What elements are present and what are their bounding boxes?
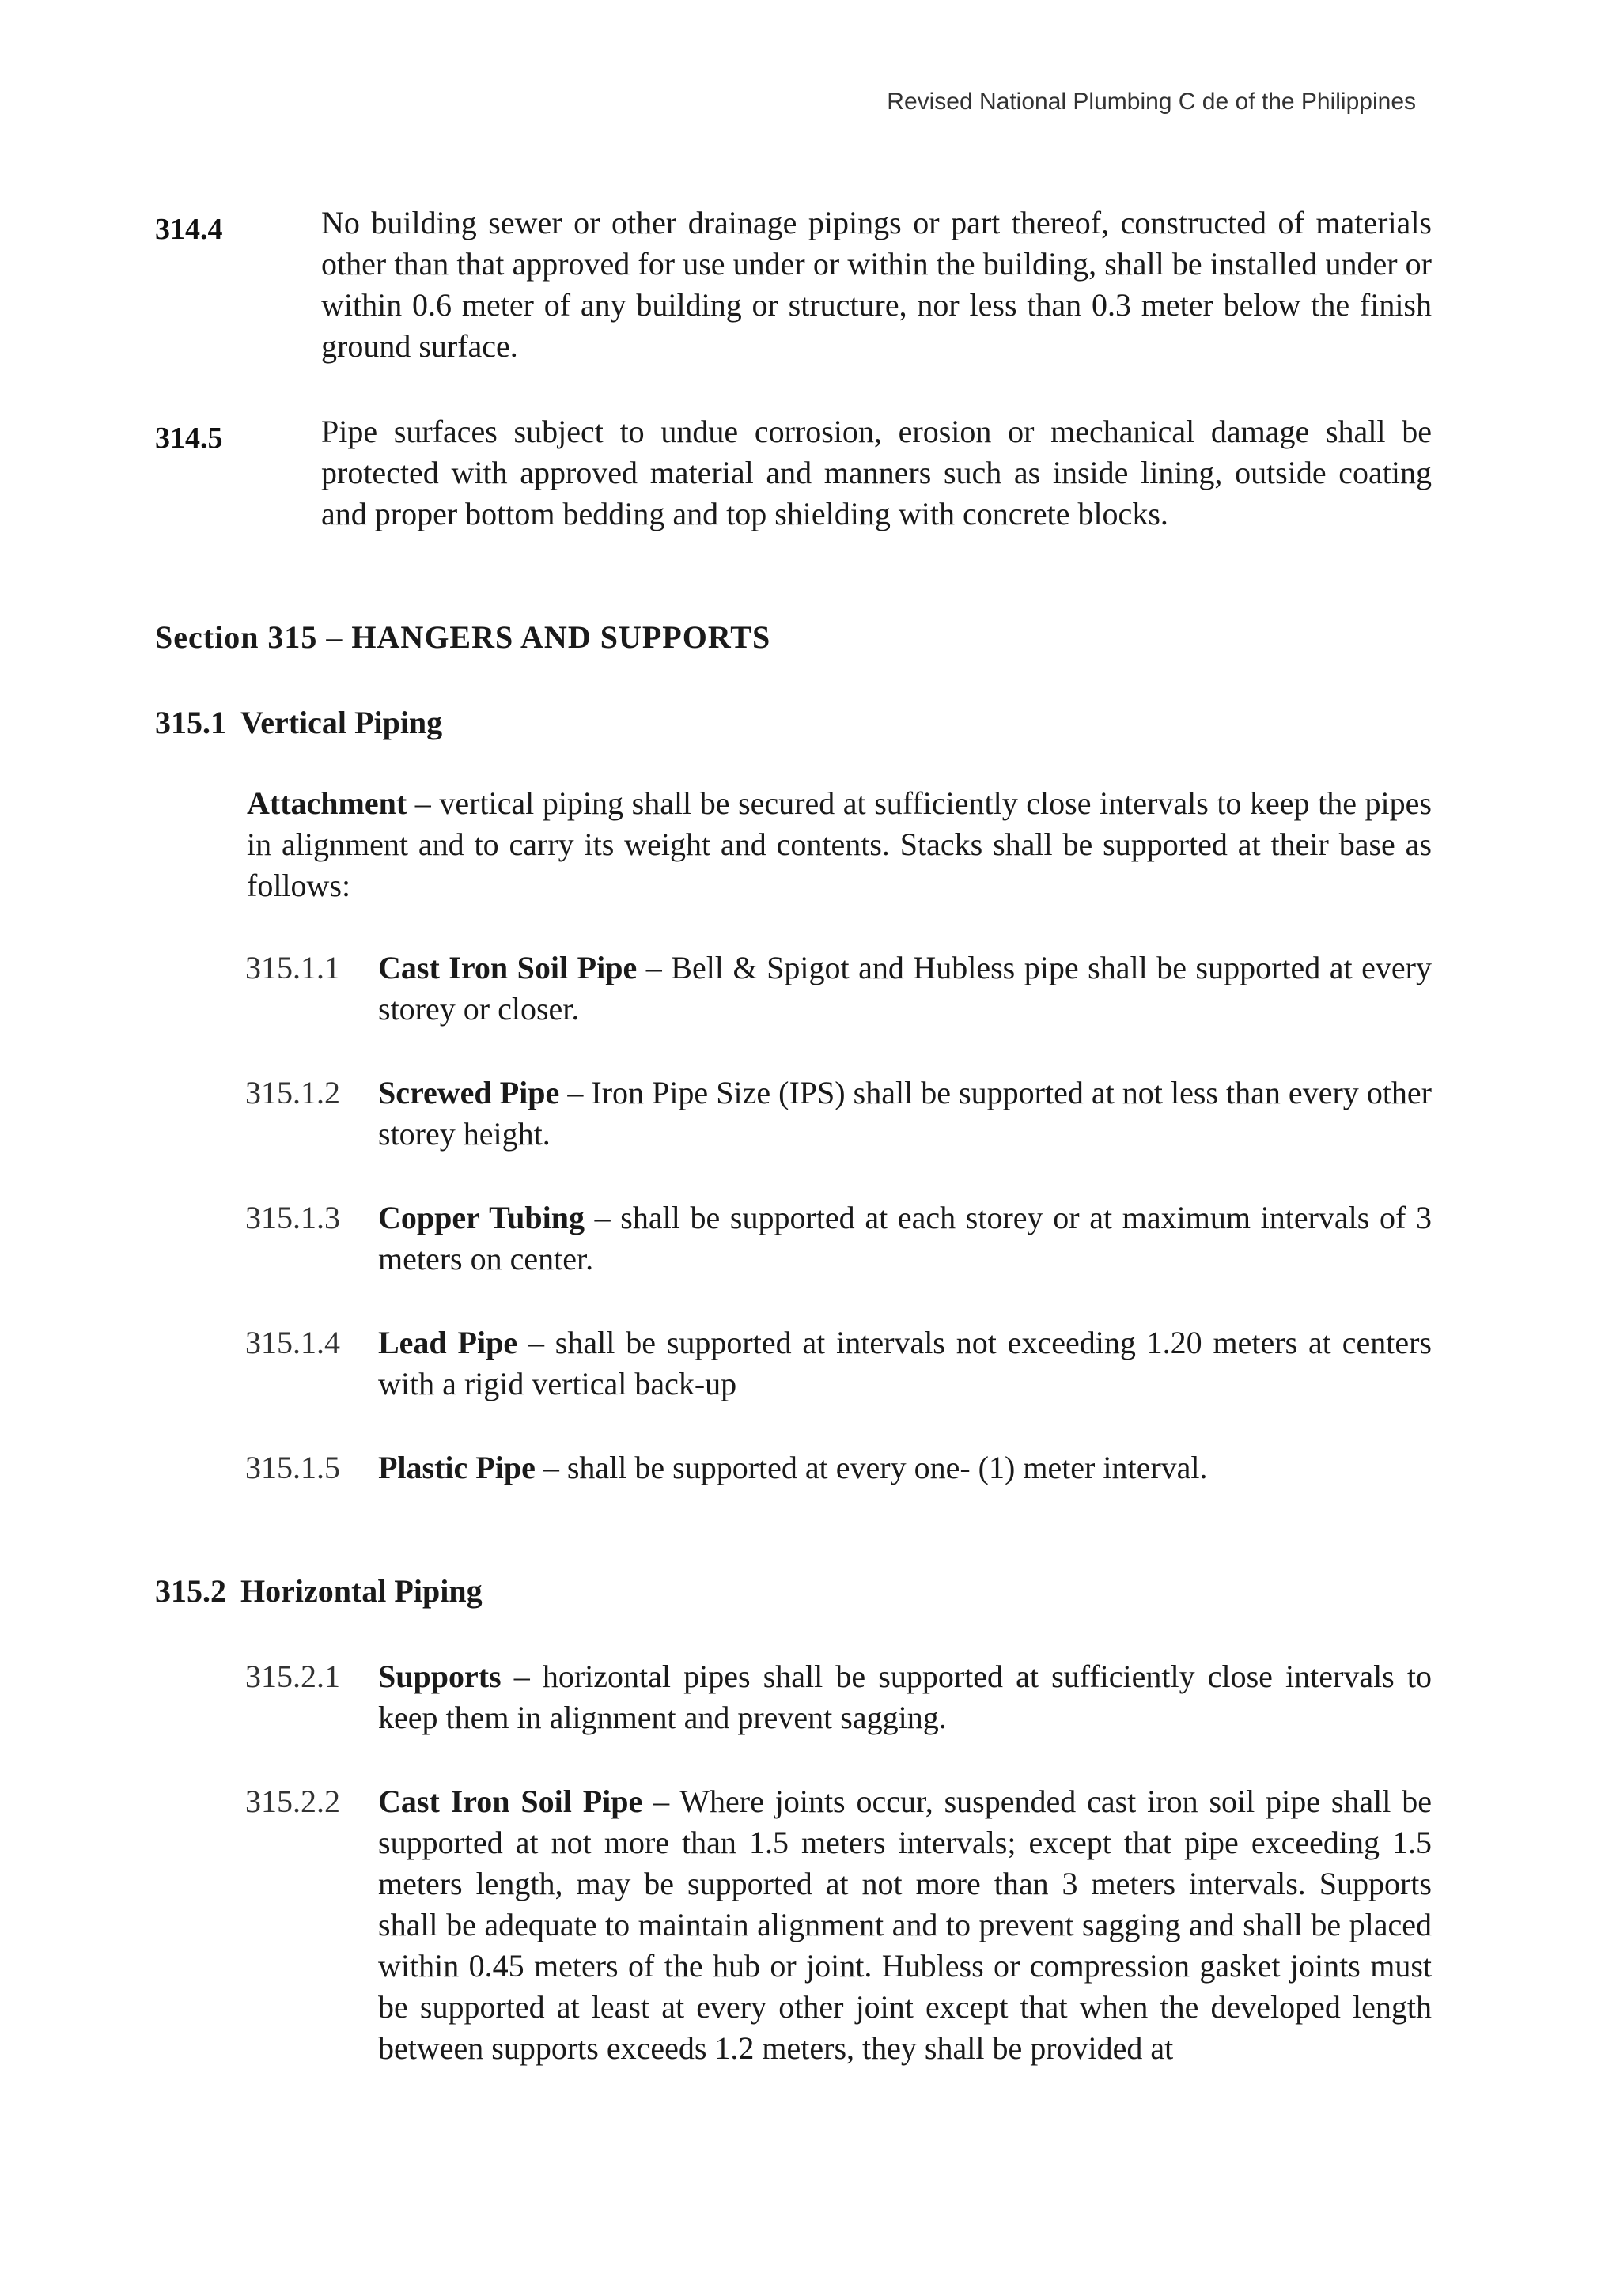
list-item xyxy=(245,1072,1432,1155)
list-item xyxy=(245,948,1432,1030)
paragraph-text: Pipe surfaces subject to undue corrosion, erosion or mechanical damage shall be protected with approved material and manners such as inside lining, outside coating and proper bottom bedding and top shielding with concrete blocks. xyxy=(321,414,1432,531)
item-title: Lead Pipe xyxy=(378,1325,518,1360)
list-item xyxy=(245,1781,1432,2069)
paragraph-text: No building sewer or other drainage pipings or part thereof, constructed of materials other than that approved for use under or within the building, shall be installed under or within 0.6 meter of any building or structure, nor less than 0.3 meter below the finish ground surface. xyxy=(321,205,1432,364)
item-text: – shall be supported at every one- (1) meter interval. xyxy=(535,1450,1208,1485)
item-text: – Iron Pipe Size (IPS) shall be supported at not less than every other storey height. xyxy=(378,1075,1433,1152)
item-number: 315.1.4 xyxy=(245,1325,340,1360)
list-item xyxy=(245,1197,1432,1280)
section-heading: Section 315 – HANGERS AND SUPPORTS xyxy=(155,619,771,655)
item-text: – shall be supported at each storey or at maximum intervals of 3 meters on center. xyxy=(378,1200,1432,1277)
item-title: Screwed Pipe xyxy=(378,1075,560,1110)
subsection-heading-horizontal xyxy=(155,1572,483,1609)
attachment-text: – vertical piping shall be secured at sufficiently close intervals to keep the pipes in alignment and to carry its weight and contents. Stacks shall be supported at their base as follows: xyxy=(247,785,1432,903)
subsection-heading-vertical xyxy=(155,704,442,741)
item-number: 315.2.1 xyxy=(245,1659,340,1694)
item-number: 315.1.1 xyxy=(245,950,340,985)
item-title: Cast Iron Soil Pipe xyxy=(378,1783,643,1819)
item-title: Copper Tubing xyxy=(378,1200,585,1235)
subsection-title: Horizontal Piping xyxy=(240,1573,483,1609)
running-header: Revised National Plumbing C de of the Philippines xyxy=(887,89,1416,115)
item-text: – shall be supported at intervals not exceeding 1.20 meters at centers with a rigid vertical back-up xyxy=(378,1325,1432,1401)
subsection-title: Vertical Piping xyxy=(240,705,443,740)
item-number: 315.1.5 xyxy=(245,1450,340,1485)
item-title: Plastic Pipe xyxy=(378,1450,536,1485)
list-item xyxy=(245,1656,1432,1738)
paragraph-number: 314.4 xyxy=(155,213,223,246)
subsection-number: 315.1 xyxy=(155,705,226,740)
item-title: Cast Iron Soil Pipe xyxy=(378,950,638,985)
paragraph-number: 314.5 xyxy=(155,422,223,455)
attachment-lead: Attachment xyxy=(247,785,407,821)
item-text: – Bell & Spigot and Hubless pipe shall be supported at every storey or closer. xyxy=(378,950,1432,1027)
item-number: 315.1.2 xyxy=(245,1075,340,1110)
subsection-number: 315.2 xyxy=(155,1573,226,1609)
item-title: Supports xyxy=(378,1659,502,1694)
item-number: 315.2.2 xyxy=(245,1783,340,1819)
item-text: – horizontal pipes shall be supported at sufficiently close intervals to keep them in alignment and prevent sagging. xyxy=(378,1659,1432,1735)
list-item xyxy=(245,1447,1432,1488)
item-text: – Where joints occur, suspended cast iron soil pipe shall be supported at not more than 1.5 meters intervals; except that pipe exceeding 1.5 meters length, may be supported at not more than 3 meters intervals. Supports shall be adequate to maintain alignment and to prevent sagging and shall be placed within 0.45 meters of the hub or joint. Hubless or compression gasket joints must be supported at least at every other joint except that when the developed length between supports exceeds 1.2 meters, they shall be provided at xyxy=(378,1783,1433,2066)
attachment-paragraph xyxy=(247,783,1432,906)
item-number: 315.1.3 xyxy=(245,1200,340,1235)
list-item xyxy=(245,1322,1432,1405)
